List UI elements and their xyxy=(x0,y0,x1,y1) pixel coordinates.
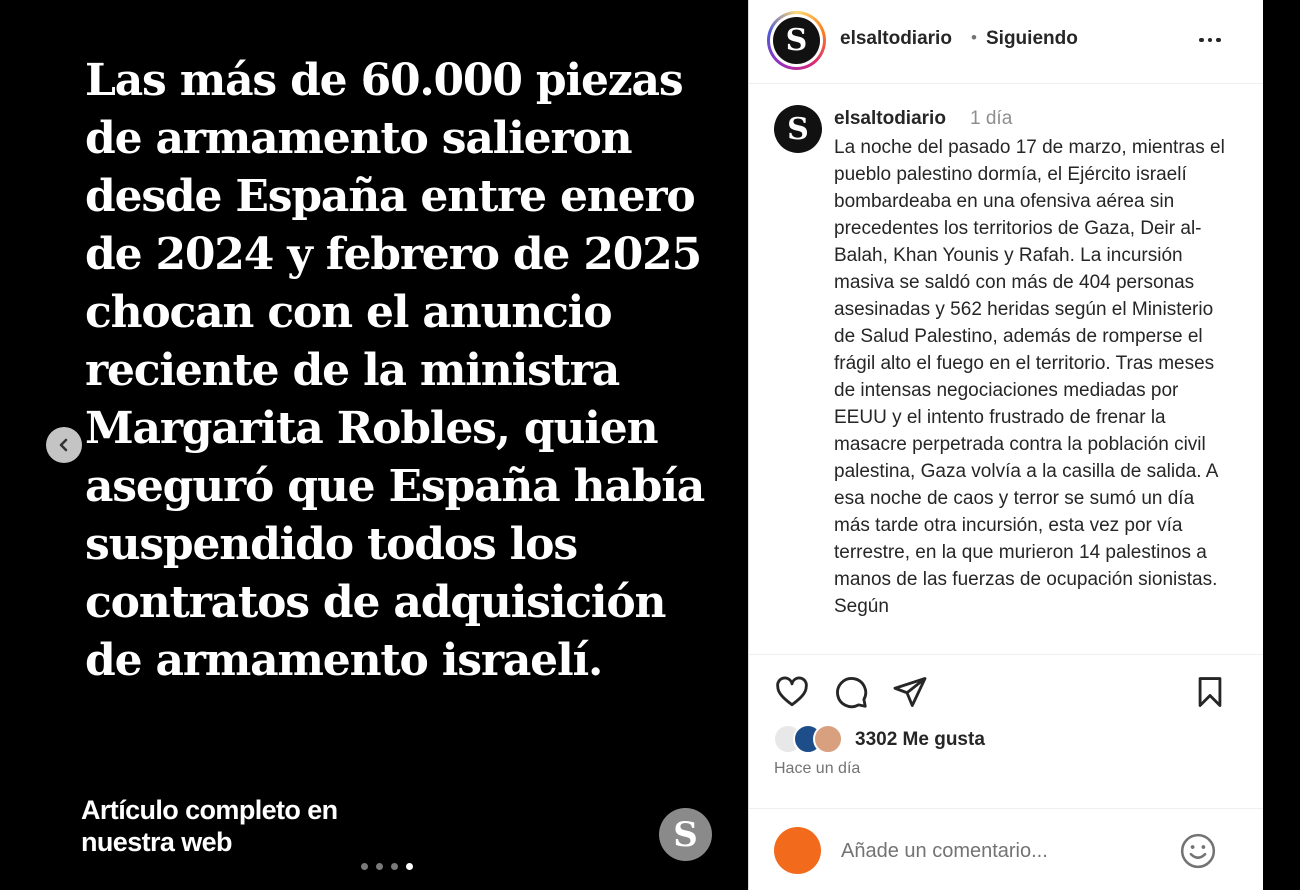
avatar-letter: S xyxy=(773,17,820,64)
send-icon xyxy=(892,674,928,710)
carousel-prev-button[interactable] xyxy=(46,427,82,463)
like-button[interactable] xyxy=(773,672,811,712)
emoji-button[interactable] xyxy=(1179,832,1217,870)
caption-username[interactable]: elsaltodiario xyxy=(834,108,946,129)
caption-text: La noche del pasado 17 de marzo, mientras el pueblo palestino dormía, el Ejército israelí bombardeaba en una ofensiva aérea sin precedentes los territorios de Gaza, Deir al-Balah, Khan Younis y Rafah. La incursión masiva se saldó con más de 404 personas asesinadas y 562 heridas según el Ministerio de Salud Palestino, además de romperse el frágil alto el fuego en el territorio. Tras meses de intensas negociaciones mediadas por EEUU y el intento frustrado de frenar la masacre perpetrada contra la población civil palestina, Gaza volvía a la casilla de salida. A esa noche de caos y terror se sumó un día más tarde otra incursión, esta vez por vía terrestre, en la que murieron 14 palestinos a manos de las fuerzas de ocupación sionistas. Según xyxy=(834,137,1225,617)
current-user-avatar xyxy=(774,827,821,874)
separator-dot: • xyxy=(971,28,977,47)
action-bar xyxy=(749,672,1264,718)
post-header xyxy=(749,0,1264,84)
liker-avatar xyxy=(813,724,843,754)
author-username[interactable]: elsaltodiario xyxy=(840,28,952,49)
more-options-button[interactable] xyxy=(1195,28,1225,52)
avatar-letter: S xyxy=(774,105,822,153)
save-button[interactable] xyxy=(1191,672,1229,712)
carousel-dot xyxy=(376,863,383,870)
comment-button[interactable] xyxy=(832,672,870,712)
caption-avatar[interactable] xyxy=(774,105,822,153)
bookmark-icon xyxy=(1193,674,1227,710)
post-date: Hace un día xyxy=(774,760,861,777)
carousel-dot xyxy=(391,863,398,870)
heart-icon xyxy=(774,674,810,710)
following-button[interactable]: Siguiendo xyxy=(986,28,1078,49)
media-footer-text: Artículo completo en nuestra web xyxy=(81,795,338,857)
caption-section[interactable] xyxy=(749,85,1264,655)
chevron-left-icon xyxy=(57,438,71,452)
post-panel xyxy=(748,0,1263,890)
comment-input[interactable] xyxy=(841,835,1161,867)
carousel-indicator xyxy=(361,863,413,870)
likes-count[interactable]: 3302 Me gusta xyxy=(855,729,985,750)
backdrop-edge xyxy=(1263,0,1300,890)
carousel-dot xyxy=(361,863,368,870)
media-logo: S xyxy=(659,808,712,861)
likes-row[interactable] xyxy=(773,724,1233,756)
media-headline: Las más de 60.000 piezas de armamento salieron desde España entre enero de 2024 y febrero de 2025 chocan con el anuncio reciente de la ministra Margarita Robles, quien aseguró que España había suspendido todos los contratos de adquisición de armamento israelí. xyxy=(85,55,705,686)
caption-time: 1 día xyxy=(970,108,1013,129)
carousel-dot-active xyxy=(406,863,413,870)
comment-row xyxy=(749,808,1264,890)
emoji-icon xyxy=(1179,832,1217,870)
comment-icon xyxy=(833,674,869,710)
share-button[interactable] xyxy=(891,672,929,712)
author-avatar[interactable] xyxy=(767,11,826,70)
